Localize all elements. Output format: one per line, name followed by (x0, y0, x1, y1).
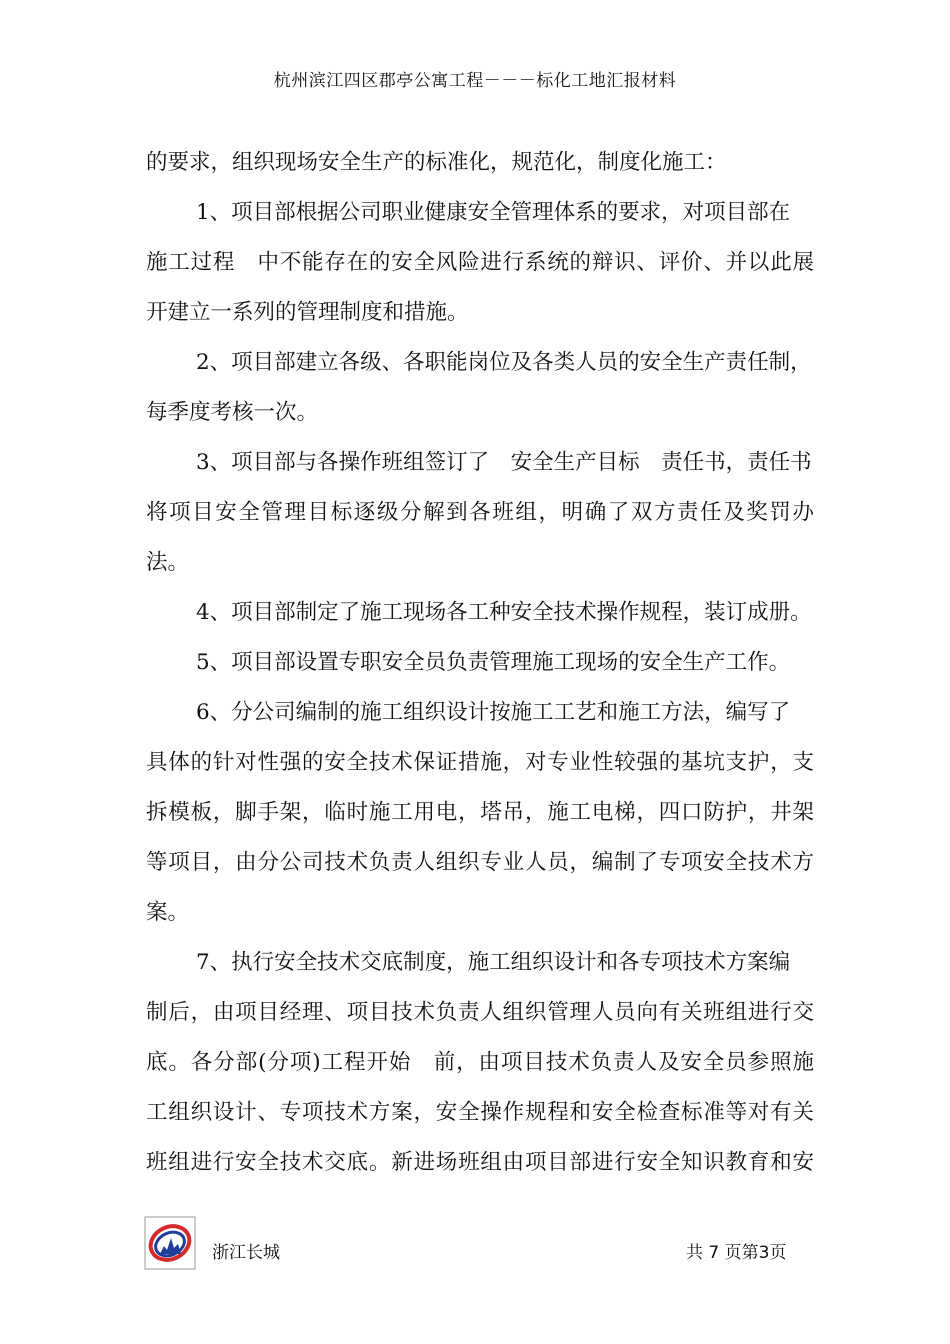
text-line: 5、项目部设置专职安全员负责管理施工现场的安全生产工作。 (196, 650, 791, 675)
text-line: 施工过程 中不能存在的安全风险进行系统的辩识、评价、并以此展 (146, 250, 814, 275)
text-line: 每季度考核一次。 (146, 400, 319, 425)
text-line: 1、项目部根据公司职业健康安全管理体系的要求，对项目部在 (196, 200, 791, 225)
text-line: 班组进行安全技术交底。新进场班组由项目部进行安全知识教育和安 (146, 1150, 814, 1175)
text-line: 等项目，由分公司技术负责人组织专业人员，编制了专项安全技术方 (146, 850, 814, 875)
page-header: 杭州滨江四区郡亭公寓工程－－－标化工地汇报材料 (273, 71, 677, 91)
text-line: 的要求，组织现场安全生产的标准化，规范化，制度化施工： (146, 150, 727, 175)
document-body (146, 138, 814, 1188)
company-logo-icon (144, 1216, 196, 1270)
text-line: 2、项目部建立各级、各职能岗位及各类人员的安全生产责任制， (196, 350, 812, 375)
company-name: 浙江长城 (212, 1243, 280, 1263)
text-line: 工组织设计、专项技术方案，安全操作规程和安全检查标准等对有关 (146, 1100, 814, 1125)
text-line: 拆模板，脚手架，临时施工用电，塔吊，施工电梯，四口防护，井架 (146, 800, 814, 825)
page-number: 共 7 页第3页 (686, 1243, 787, 1263)
text-line: 底。各分部(分项)工程开始 前，由项目技术负责人及安全员参照施 (146, 1050, 814, 1075)
page-footer (0, 1216, 950, 1276)
text-line: 法。 (146, 550, 190, 575)
text-line: 6、分公司编制的施工组织设计按施工工艺和施工方法，编写了 (196, 700, 791, 725)
text-line: 开建立一系列的管理制度和措施。 (146, 300, 469, 325)
text-line: 具体的针对性强的安全技术保证措施，对专业性较强的基坑支护，支 (146, 750, 814, 775)
text-line: 案。 (146, 900, 190, 925)
text-line: 4、项目部制定了施工现场各工种安全技术操作规程，装订成册。 (196, 600, 812, 625)
text-line: 制后，由项目经理、项目技术负责人组织管理人员向有关班组进行交 (146, 1000, 814, 1025)
text-line: 7、执行安全技术交底制度，施工组织设计和各专项技术方案编 (196, 950, 791, 975)
text-line: 3、项目部与各操作班组签订了 安全生产目标 责任书，责任书 (196, 450, 812, 475)
text-line: 将项目安全管理目标逐级分解到各班组，明确了双方责任及奖罚办 (146, 500, 814, 525)
